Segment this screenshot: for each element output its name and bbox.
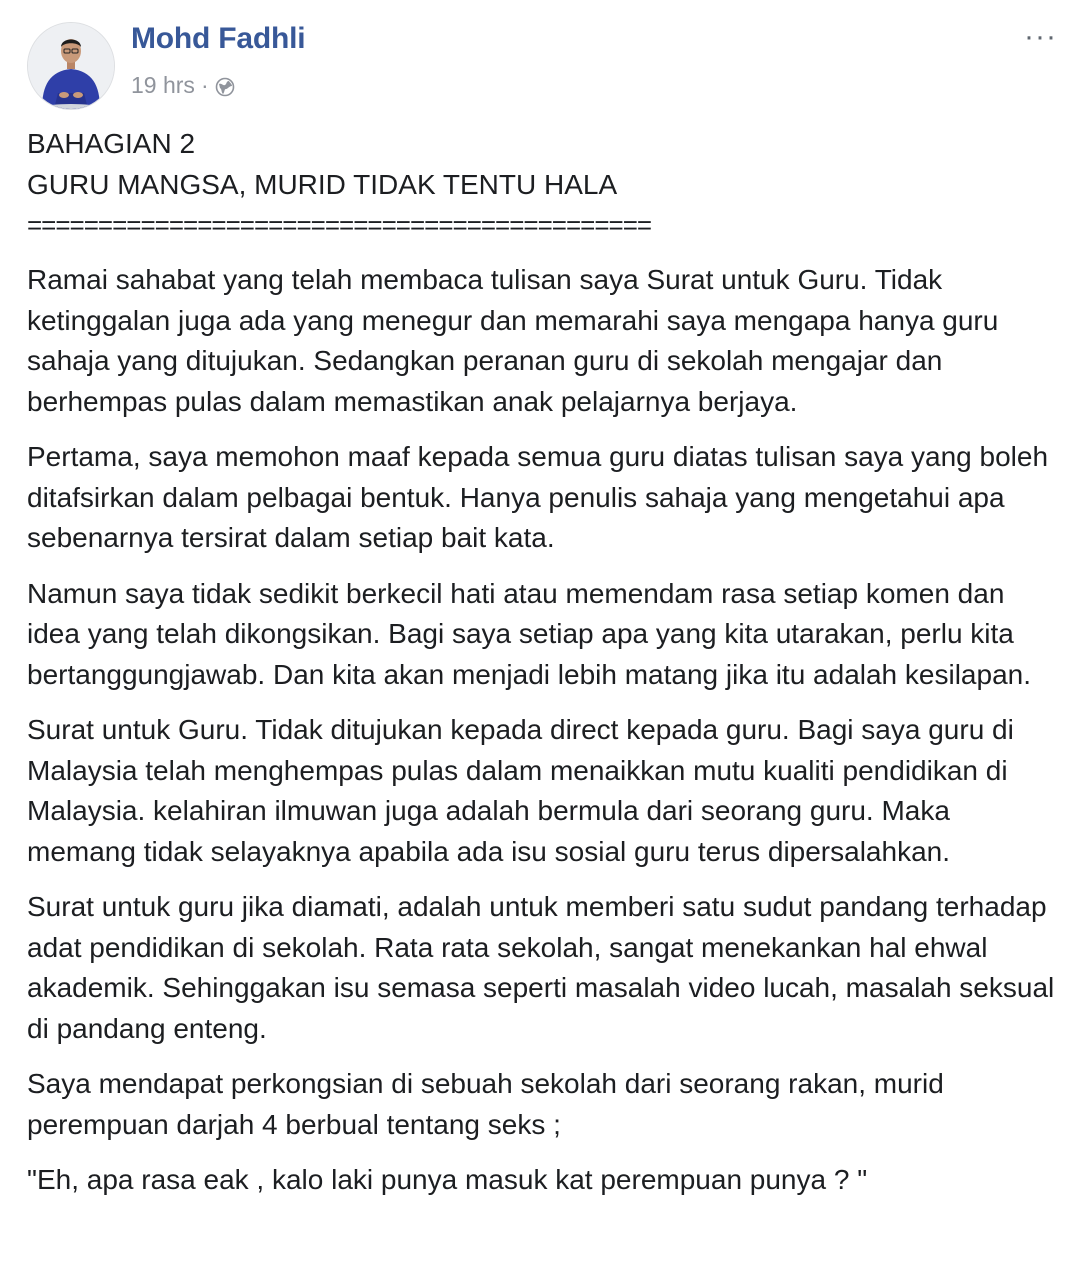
post-meta: [131, 72, 235, 99]
heading-line: GURU MANGSA, MURID TIDAK TENTU HALA: [27, 168, 618, 200]
heading-separator: ============================================: [27, 210, 652, 240]
post-paragraph: Pertama, saya memohon maaf kepada semua guru diatas tulisan saya yang boleh ditafsirkan dalam pelbagai bentuk. Hanya penulis sahaja yang mengetahui apa sebenarnya tersirat dalam setiap bait kata.: [27, 441, 1049, 553]
post-paragraph: Saya mendapat perkongsian di sebuah sekolah dari seorang rakan, murid perempuan darjah 4 berbual tentang seks ;: [27, 1068, 944, 1140]
post-paragraph: Surat untuk guru jika diamati, adalah untuk memberi satu sudut pandang terhadap adat pendidikan di sekolah. Rata rata sekolah, sangat menekankan hal ehwal akademik. Sehinggakan isu semasa seperti masalah video lucah, masalah seksual di pandang enteng.: [27, 891, 1055, 1044]
post-paragraph: Surat untuk Guru. Tidak ditujukan kepada direct kepada guru. Bagi saya guru di Malaysia telah menghempas pulas dalam menaikkan mutu kualiti pendidikan di Malaysia. kelahiran ilmuwan juga adalah bermula dari seorang guru. Maka memang tidak selayaknya apabila ada isu sosial guru terus dipersalahkan.: [27, 714, 1014, 867]
post-body: [27, 124, 1057, 1201]
avatar-image: [28, 23, 114, 109]
author-name[interactable]: Mohd Fadhli: [131, 22, 306, 55]
heading-line: BAHAGIAN 2: [27, 128, 196, 159]
globe-icon[interactable]: [215, 76, 235, 96]
more-options-button[interactable]: ···: [1024, 20, 1057, 53]
post-paragraph: Ramai sahabat yang telah membaca tulisan saya Surat untuk Guru. Tidak ketinggalan juga ada yang menegur dan memarahi saya mengapa hanya guru sahaja yang ditujukan. Sedangkan peranan guru di sekolah mengajar dan berhempas pulas dalam memastikan anak pelajarnya berjaya.: [27, 264, 999, 417]
post-paragraph: "Eh, apa rasa eak , kalo laki punya masuk kat perempuan punya ? ": [27, 1164, 868, 1195]
post-heading: [27, 124, 1057, 245]
post-paragraph: Namun saya tidak sedikit berkecil hati atau memendam rasa setiap komen dan idea yang telah dikongsikan. Bagi saya setiap apa yang kita utarakan, perlu kita bertanggungjawab. Dan kita akan menjadi lebih matang jika itu adalah kesilapan.: [27, 577, 1031, 690]
meta-separator: ·: [200, 72, 209, 98]
post-timestamp[interactable]: 19 hrs: [131, 72, 195, 98]
avatar[interactable]: [27, 22, 115, 110]
